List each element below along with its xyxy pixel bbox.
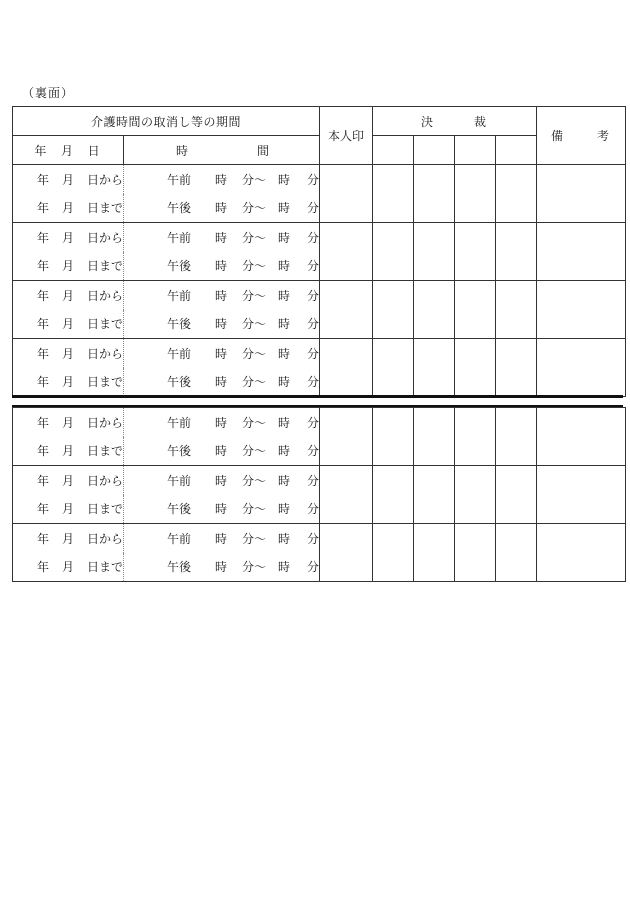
to-time-cell[interactable] (124, 368, 320, 397)
seal-cell[interactable] (320, 339, 373, 397)
day-from-unit: 日から (87, 415, 124, 430)
remarks-char-1: 備 (551, 129, 564, 143)
year-unit: 年 (37, 415, 50, 430)
entry-from-row (13, 165, 626, 194)
minute-unit: 分〜 (242, 415, 267, 430)
year-unit: 年 (37, 201, 50, 216)
approval-cell[interactable] (414, 466, 455, 524)
hour-unit: 時 (215, 415, 228, 430)
month-unit: 月 (62, 259, 75, 274)
minute-unit: 分〜 (242, 201, 267, 216)
approval-cell[interactable] (496, 165, 537, 223)
month-unit: 月 (62, 444, 75, 459)
approval-cell[interactable] (496, 524, 537, 582)
hour-unit: 時 (278, 560, 291, 575)
time-label-1: 時 (176, 143, 189, 158)
from-date-cell[interactable] (13, 466, 124, 495)
approval-cell[interactable] (373, 281, 414, 339)
seal-cell[interactable] (320, 524, 373, 582)
approval-cell[interactable] (496, 281, 537, 339)
approval-cell[interactable] (373, 524, 414, 582)
remarks-char-2: 考 (597, 129, 610, 143)
year-unit: 年 (37, 531, 50, 546)
day-to-unit: 日まで (87, 502, 124, 517)
day-from-unit: 日から (87, 172, 124, 187)
date-subheader (13, 136, 124, 165)
hour-unit: 時 (278, 502, 291, 517)
pm-label: 午後 (167, 259, 192, 274)
hour-unit: 時 (215, 444, 228, 459)
am-label: 午前 (167, 288, 192, 303)
remarks-header (537, 107, 626, 165)
from-date-cell[interactable] (13, 408, 124, 437)
approval-cell[interactable] (414, 281, 455, 339)
minute-unit: 分 (307, 502, 320, 517)
from-time-cell[interactable] (124, 223, 320, 252)
approval-cell[interactable] (373, 165, 414, 223)
approval-cell[interactable] (414, 223, 455, 281)
pm-label: 午後 (167, 560, 192, 575)
hour-unit: 時 (278, 230, 291, 245)
month-label: 月 (60, 143, 73, 158)
hour-unit: 時 (215, 375, 228, 390)
day-to-unit: 日まで (87, 444, 124, 459)
month-unit: 月 (62, 172, 75, 187)
entry-from-row (13, 223, 626, 252)
year-unit: 年 (37, 560, 50, 575)
from-date-cell[interactable] (13, 339, 124, 368)
entry-from-row (13, 408, 626, 437)
minute-unit: 分〜 (242, 531, 267, 546)
hour-unit: 時 (278, 317, 291, 332)
entry-from-row (13, 524, 626, 553)
remarks-cell[interactable] (537, 339, 626, 397)
to-date-cell[interactable] (13, 495, 124, 524)
minute-unit: 分〜 (242, 288, 267, 303)
minute-unit: 分 (307, 444, 320, 459)
hour-unit: 時 (278, 375, 291, 390)
month-unit: 月 (62, 317, 75, 332)
hour-unit: 時 (215, 560, 228, 575)
minute-unit: 分 (307, 288, 320, 303)
page-side-label: （裏面） (22, 86, 75, 100)
approval-cell[interactable] (496, 136, 537, 165)
hour-unit: 時 (215, 230, 228, 245)
year-unit: 年 (37, 444, 50, 459)
pm-label: 午後 (167, 444, 192, 459)
minute-unit: 分〜 (242, 259, 267, 274)
month-unit: 月 (62, 560, 75, 575)
hour-unit: 時 (215, 502, 228, 517)
hour-unit: 時 (278, 415, 291, 430)
entry-from-row (13, 466, 626, 495)
approval-cell[interactable] (373, 339, 414, 397)
to-date-cell[interactable] (13, 194, 124, 223)
time-subheader (124, 136, 320, 165)
approval-cell[interactable] (455, 165, 496, 223)
year-unit: 年 (37, 259, 50, 274)
to-date-cell[interactable] (13, 252, 124, 281)
minute-unit: 分〜 (242, 317, 267, 332)
approval-cell[interactable] (455, 136, 496, 165)
year-unit: 年 (37, 288, 50, 303)
approval-cell[interactable] (496, 339, 537, 397)
remarks-cell[interactable] (537, 281, 626, 339)
remarks-cell[interactable] (537, 466, 626, 524)
minute-unit: 分 (307, 172, 320, 187)
approval-cell[interactable] (414, 408, 455, 466)
am-label: 午前 (167, 415, 192, 430)
approval-cell[interactable] (455, 524, 496, 582)
approval-cell[interactable] (414, 524, 455, 582)
am-label: 午前 (167, 531, 192, 546)
hour-unit: 時 (278, 288, 291, 303)
approval-cell[interactable] (373, 408, 414, 466)
period-table-bottom (12, 407, 626, 582)
approval-cell[interactable] (455, 281, 496, 339)
to-date-cell[interactable] (13, 310, 124, 339)
hour-unit: 時 (215, 473, 228, 488)
minute-unit: 分〜 (242, 375, 267, 390)
to-time-cell[interactable] (124, 553, 320, 582)
from-time-cell[interactable] (124, 339, 320, 368)
to-date-cell[interactable] (13, 553, 124, 582)
hour-unit: 時 (215, 259, 228, 274)
hour-unit: 時 (278, 259, 291, 274)
year-unit: 年 (37, 502, 50, 517)
from-time-cell[interactable] (124, 165, 320, 194)
month-unit: 月 (62, 531, 75, 546)
from-date-cell[interactable] (13, 165, 124, 194)
hour-unit: 時 (215, 172, 228, 187)
from-time-cell[interactable] (124, 466, 320, 495)
month-unit: 月 (62, 473, 75, 488)
minute-unit: 分 (307, 473, 320, 488)
day-to-unit: 日まで (87, 317, 124, 332)
approval-cell[interactable] (496, 466, 537, 524)
to-time-cell[interactable] (124, 252, 320, 281)
minute-unit: 分 (307, 259, 320, 274)
to-time-cell[interactable] (124, 194, 320, 223)
minute-unit: 分 (307, 346, 320, 361)
entries-bottom (13, 408, 626, 582)
approval-cell[interactable] (455, 223, 496, 281)
pm-label: 午後 (167, 317, 192, 332)
day-to-unit: 日まで (87, 375, 124, 390)
day-from-unit: 日から (87, 473, 124, 488)
day-from-unit: 日から (87, 346, 124, 361)
minute-unit: 分 (307, 201, 320, 216)
am-label: 午前 (167, 230, 192, 245)
remarks-cell[interactable] (537, 524, 626, 582)
decision-header (373, 107, 537, 136)
pm-label: 午後 (167, 201, 192, 216)
period-table-top (12, 106, 626, 397)
hour-unit: 時 (215, 288, 228, 303)
approval-cell[interactable] (496, 408, 537, 466)
year-unit: 年 (37, 172, 50, 187)
seal-cell[interactable] (320, 165, 373, 223)
minute-unit: 分 (307, 415, 320, 430)
approval-cell[interactable] (455, 339, 496, 397)
year-label: 年 (34, 143, 47, 158)
am-label: 午前 (167, 346, 192, 361)
entry-from-row (13, 339, 626, 368)
minute-unit: 分 (307, 531, 320, 546)
year-unit: 年 (37, 317, 50, 332)
month-unit: 月 (62, 346, 75, 361)
seal-cell[interactable] (320, 408, 373, 466)
hour-unit: 時 (278, 531, 291, 546)
month-unit: 月 (62, 375, 75, 390)
minute-unit: 分〜 (242, 230, 267, 245)
hour-unit: 時 (278, 444, 291, 459)
remarks-cell[interactable] (537, 408, 626, 466)
from-date-cell[interactable] (13, 223, 124, 252)
approval-cell[interactable] (373, 223, 414, 281)
day-from-unit: 日から (87, 288, 124, 303)
pm-label: 午後 (167, 502, 192, 517)
minute-unit: 分〜 (242, 560, 267, 575)
day-to-unit: 日まで (87, 560, 124, 575)
year-unit: 年 (37, 375, 50, 390)
minute-unit: 分 (307, 230, 320, 245)
decision-char-1: 決 (421, 114, 434, 129)
to-date-cell[interactable] (13, 368, 124, 397)
double-divider (12, 395, 623, 405)
approval-cell[interactable] (373, 466, 414, 524)
seal-header: 本人印 (320, 107, 373, 165)
approval-cell[interactable] (414, 339, 455, 397)
approval-cell[interactable] (414, 165, 455, 223)
approval-cell[interactable] (455, 408, 496, 466)
approval-cell[interactable] (414, 136, 455, 165)
hour-unit: 時 (215, 201, 228, 216)
minute-unit: 分〜 (242, 444, 267, 459)
year-unit: 年 (37, 230, 50, 245)
to-date-cell[interactable] (13, 437, 124, 466)
from-date-cell[interactable] (13, 524, 124, 553)
decision-char-2: 裁 (474, 114, 487, 129)
hour-unit: 時 (278, 172, 291, 187)
seal-cell[interactable] (320, 466, 373, 524)
seal-cell[interactable] (320, 223, 373, 281)
hour-unit: 時 (215, 346, 228, 361)
hour-unit: 時 (215, 531, 228, 546)
approval-cell[interactable] (373, 136, 414, 165)
am-label: 午前 (167, 473, 192, 488)
minute-unit: 分〜 (242, 502, 267, 517)
from-time-cell[interactable] (124, 408, 320, 437)
day-to-unit: 日まで (87, 201, 124, 216)
day-from-unit: 日から (87, 531, 124, 546)
to-time-cell[interactable] (124, 495, 320, 524)
to-time-cell[interactable] (124, 310, 320, 339)
month-unit: 月 (62, 288, 75, 303)
minute-unit: 分〜 (242, 473, 267, 488)
minute-unit: 分〜 (242, 172, 267, 187)
seal-cell[interactable] (320, 281, 373, 339)
from-time-cell[interactable] (124, 281, 320, 310)
from-time-cell[interactable] (124, 524, 320, 553)
month-unit: 月 (62, 502, 75, 517)
to-time-cell[interactable] (124, 437, 320, 466)
hour-unit: 時 (278, 473, 291, 488)
approval-cell[interactable] (455, 466, 496, 524)
year-unit: 年 (37, 346, 50, 361)
minute-unit: 分 (307, 375, 320, 390)
period-title-header: 介護時間の取消し等の期間 (13, 107, 320, 136)
month-unit: 月 (62, 415, 75, 430)
am-label: 午前 (167, 172, 192, 187)
hour-unit: 時 (278, 346, 291, 361)
month-unit: 月 (62, 201, 75, 216)
hour-unit: 時 (278, 201, 291, 216)
minute-unit: 分 (307, 317, 320, 332)
day-label: 日 (87, 143, 100, 158)
month-unit: 月 (62, 230, 75, 245)
from-date-cell[interactable] (13, 281, 124, 310)
pm-label: 午後 (167, 375, 192, 390)
year-unit: 年 (37, 473, 50, 488)
remarks-cell[interactable] (537, 223, 626, 281)
approval-cell[interactable] (496, 223, 537, 281)
minute-unit: 分〜 (242, 346, 267, 361)
day-from-unit: 日から (87, 230, 124, 245)
day-to-unit: 日まで (87, 259, 124, 274)
entries-top (13, 165, 626, 397)
minute-unit: 分 (307, 560, 320, 575)
entry-from-row (13, 281, 626, 310)
remarks-cell[interactable] (537, 165, 626, 223)
time-label-2: 間 (257, 143, 270, 158)
hour-unit: 時 (215, 317, 228, 332)
